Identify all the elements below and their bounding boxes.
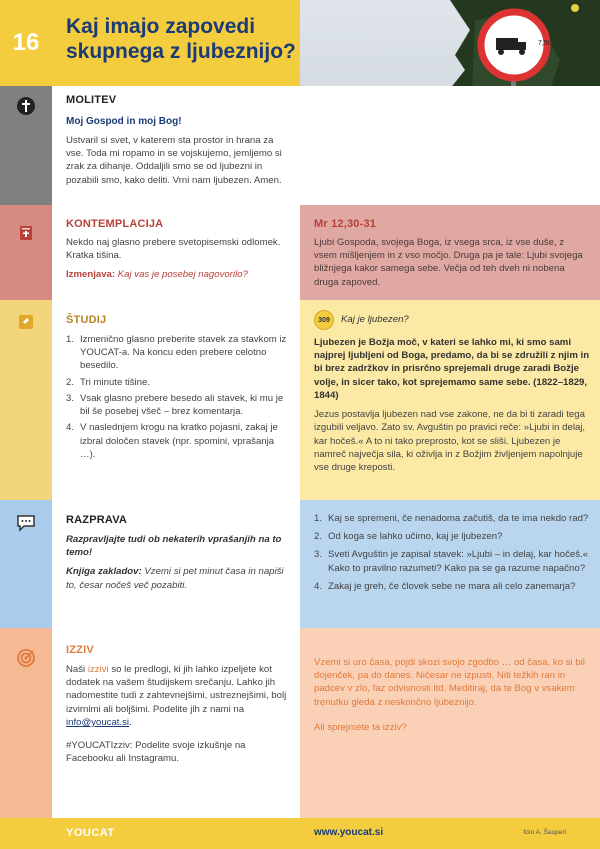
truck-sign-weight: 7,5t <box>538 40 550 47</box>
bible-reference: Mr 12,30-31 <box>314 218 377 230</box>
list-item: 2. Od koga se lahko učimo, kaj je ljubezen? <box>314 531 503 543</box>
razprava-questions <box>314 512 589 596</box>
izziv-hashtag-text: #YOUCATIzziv: Podelite svoje izkušnje na Facebooku ali Instagramu. <box>66 740 246 765</box>
footer-brand: YOUCAT <box>66 827 115 839</box>
knjiga-zakladov-text: Vzemi si pet minut časa in napiši to, česar nočeš več pozabiti. <box>66 566 284 591</box>
molitev-text: Ustvaril si svet, v katerem sta prostor in hrana za vse. Toda mi ropamo in se vojskujemo, jemljemo si zrak za dihanje. Oddaljili smo se od ljubezni in pozabili smo, kako deliti. Vrni nam ljubezen. Amen. <box>66 134 282 186</box>
cross-icon <box>16 96 36 116</box>
izziv-heading: IZZIV <box>66 644 94 656</box>
email-link[interactable]: info@youcat.si <box>66 716 130 728</box>
speech-bubble-icon <box>16 512 36 532</box>
izmenjava-text: Kaj vas je posebej nagovorilo? <box>117 269 248 281</box>
molitev-heading: MOLITEV <box>66 94 117 106</box>
izmenjava-label: Izmenjava: <box>66 269 116 281</box>
molitev-subtitle: Moj Gospod in moj Bog! <box>66 116 182 127</box>
section-molitev <box>0 86 600 205</box>
molitev-color-bar <box>0 86 52 205</box>
razprava-subtitle: Razpravljajte tudi ob nekaterih vprašanjih na to temo! <box>66 534 282 559</box>
list-item: 3. Vsak glasno prebere besedo ali stavek, ki mu je bil še posebej všeč – brez komentarja. <box>66 392 284 418</box>
studij-bold-text: Ljubezen je Božja moč, v kateri se lahko mi, ki smo sami najprej ljubljeni od Boga, predamo, da bi se združili z njim in bi brez zadržkov in prisrčno sprejemali druge zaradi Božje volje, in sicer tako, kot sprejemamo same sebe. (1822–1829, 1844) <box>314 337 590 401</box>
photo-credit: foto A. Šauperl <box>523 829 566 836</box>
knjiga-zakladov-label: Knjiga zakladov: <box>66 566 142 578</box>
list-item: 2. Tri minute tišine. <box>66 376 151 388</box>
notebook-icon <box>16 312 36 332</box>
bible-icon <box>16 223 36 243</box>
studij-heading: ŠTUDIJ <box>66 314 107 326</box>
section-kontemplacija <box>0 205 600 300</box>
section-studij <box>0 300 600 500</box>
kontemplacija-color-bar <box>0 205 52 300</box>
list-item: 1. Izmenično glasno preberite stavek za stavkom iz YOUCAT-a. Na koncu eden prebere celotno besedilo. <box>66 334 287 372</box>
list-item: 4. V naslednjem krogu na kratko pojasni, zakaj je izbral določen stavek (npr. spomini, vprašanja …). <box>66 422 278 460</box>
challenge-text: Vzemi si uro časa, pojdi skozi svojo zgodbo … od časa, ko si bil dojenček, pa do danes. Ničesar ne izpusti. Niti težkih ran in padcev v zlo, faz odvisnosti itd. Meditiraj, da te Bog v vsakem trenutku gleda z neskončno ljubeznijo. <box>314 657 585 708</box>
challenge-question: Ali sprejmete ta izziv? <box>314 721 407 733</box>
page-title: Kaj imajo zapovedi skupnega z ljubeznijo? <box>66 15 296 64</box>
youcat-number-badge: 309 <box>314 310 334 330</box>
target-icon <box>16 648 36 668</box>
razprava-color-bar <box>0 500 52 628</box>
studij-question: Kaj je ljubezen? <box>341 314 409 326</box>
list-item: 3. Sveti Avguštin je zapisal stavek: »Ljubi – in delaj, kar hočeš.« Kako to pravilno razumeti? Kako pa se ga razume napačno? <box>314 549 589 574</box>
razprava-heading: RAZPRAVA <box>66 514 128 526</box>
izziv-color-bar <box>0 628 52 818</box>
kontemplacija-heading: KONTEMPLACIJA <box>66 218 164 230</box>
studij-steps <box>66 333 291 461</box>
izzivi-highlight: izzivi <box>87 664 109 675</box>
kontemplacija-text: Nekdo naj glasno prebere svetopisemski odlomek. Kratka tišina. <box>66 237 281 262</box>
list-item: 1. Kaj se spremeni, če nenadoma začutiš, da te ima nekdo rad? <box>314 513 589 524</box>
lesson-number: 16 <box>0 0 52 86</box>
studij-color-bar <box>0 300 52 500</box>
list-item: 4. Zakaj je greh, če človek sebe ne mara ali celo zanemarja? <box>314 580 576 592</box>
izziv-text: Naši izzivi so le predlogi, ki jih lahko izpeljete kot dodatek na vašem študijskem srečanju. Lahko jih nadomestite tudi z zahtevnejšimi, ustreznejšimi, bolj izvirnimi ali boljšimi. Podelite jih z nami na info@youcat.si. <box>66 664 287 728</box>
bible-text: Ljubi Gospoda, svojega Boga, iz vsega srca, iz vse duše, z vsem mišljenjem in z vso močjo. Druga pa je tale: Ljubi svojega bližnjega kakor samega sebe. Večja od teh dveh ni nobena druga zapoved. <box>314 237 583 288</box>
section-izziv <box>0 628 600 818</box>
section-razprava <box>0 500 600 628</box>
page-footer <box>0 818 600 849</box>
footer-url[interactable]: www.youcat.si <box>314 827 384 838</box>
studij-text: Jezus postavlja ljubezen nad vse zakone, ne da bi ti zaradi tega izgubili veljavo. Zato sv. Avguštin po pravici reče: »Ljubi in delaj, kar hočeš.« A to ni tako preprosto, kot se sliši. Ljubezen je namreč največja sila, ki oživlja in z Božjim življenjem napolnjuje vse druge kreposti. <box>314 409 586 474</box>
